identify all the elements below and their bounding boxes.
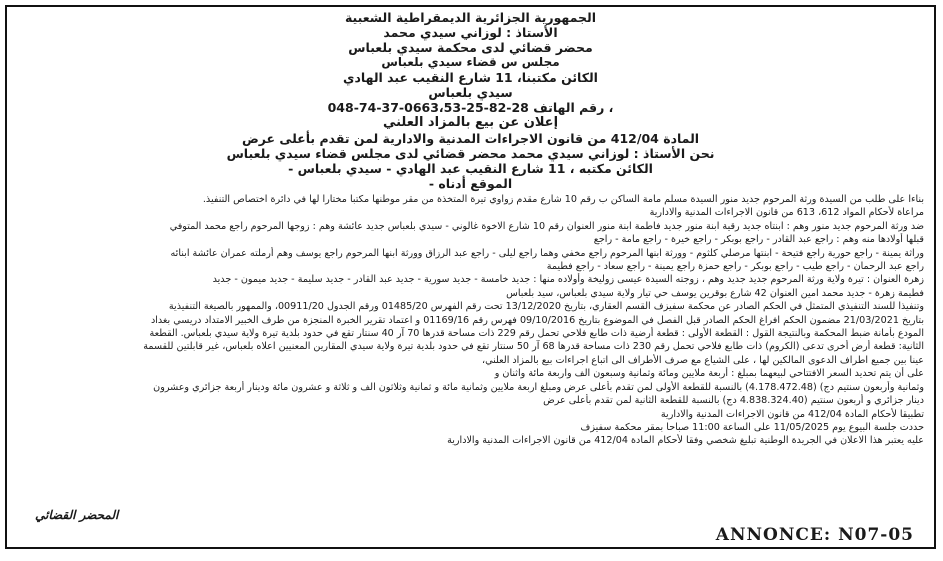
bailiff-signature: المحضر القضائي: [35, 508, 119, 522]
body-line: بناءا على طلب من السيدة ورثة المرحوم جديد منور السيدة مسلم مامة الساكن ب رقم 10 شارع مقدم زواوي تيرة المتخذة من مقر موطنها مكتبا مختارا لها في دائرة اختصاص التنفيذ.: [202, 194, 924, 205]
body-line: فطيمة زهرة - جديد محمد امين العنوان 42 شارع بوقرين يوسف حي تيار ولاية سيدي بلعباس، سيد بلعباس: [506, 287, 924, 299]
republic-heading: الجمهورية الجزائرية الديمقراطية الشعبية: [344, 10, 597, 25]
body-line: عينا بين جميع اطراف الدعوى المالكين لها ، على الشياع مع صرف الأطراف الى اتباع اجراءات بيع بالمزاد العلني،: [481, 354, 924, 366]
notice-title: إعلان عن بيع بالمزاد العلني: [382, 115, 559, 130]
body-line: زهرة العنوان : تيرة ولاية ورثة المرحوم جديد جديد وهم ، زوجته السيدة عيسى زوليخة وأولاده منها : جديد خامسة - جديد سورية - جديد عبد القادر - جديد سليمة - جديد ميمون - جديد: [212, 274, 924, 286]
body-line: تطبيقا لأحكام المادة 412/04 من قانون الاجراءات المدنية والادارية: [660, 408, 924, 420]
bailiff-statement: نحن الأستاذ : لوزاني سيدي محمد محضر قضائي لدى مجلس قضاء سيدي بلعباس: [226, 146, 715, 161]
body-line: ضد ورثة المرحوم جديد منور وهم : ابنتاه جديد رقية ابنة منور جديد فاطمة ابنة منور العنوان رقم 10 شارع الاخوة غالوني - سيدي بلعباس جديد عائشة وهم : زوجها المرحوم راجع محمد المتوفي: [169, 220, 924, 232]
body-line: وثمانية وأربعون سنتيم دج) (4.178.472.48) بالنسبة للقطعة الأولى لمن تقدم بأعلى عرض ومبلغ اربعة ملايين وثمانية مائة و ثمانية وثلاثون الف و ثلاثة و عشرون مائة ودينار أربعة جزائري وعشرون: [153, 381, 924, 393]
lawyer-name: الأستاذ : لوزاني سيدي محمد: [383, 25, 558, 40]
body-line: بتاريخ 21/03/2021 مضمون الحكم افراغ الحكم الصادر قبل الفصل في الموضوع بتاريخ 09/10/2016 فهرس رقم 01169/16 و اعتماد تقرير الخبرة المنجزة من طرف الخبير الامتداد دريسي بغداد: [150, 314, 924, 326]
body-line: وتنفيذا للسند التنفيذي المتمثل في الحكم الصادر عن محكمة سفيزف القسم العقاري، بتاريخ 13/12/2020 تحت رقم الفهرس 01485/20 ورقم الجدول 00911/20، والممهور بالصيغة التنفيذية: [168, 301, 924, 313]
body-line: وراثة يمينة - راجع حورية راجع فتيحة - ابنتها مرصلي كلثوم - وورثة ابنها المرحوم راجع مخفي وهما راجع ليلى - راجع عبد الرزاق وورثة ابنها المرحوم راجع يوسف وهم أرملته عمران عائشة ابنائه: [170, 247, 924, 259]
signed-below: الموقع أدناه -: [428, 176, 513, 191]
body-line: عليه يعتبر هذا الاعلان في الجريدة الوطنية تبليغ شخصي وفقا لأحكام المادة 412/04 من قانون الاجراءات المدنية والادارية: [447, 435, 924, 447]
office-city: سيدي بلعباس: [428, 85, 513, 100]
body-line: على أن يتم تحديد السعر الافتتاحي لبيعهما بمبلغ : أربعة ملايين ومائة وثمانية وسبعون الف واربعة مائة واثنان و: [494, 368, 924, 380]
body-line: دينار جزائري و أربعون سنتيم (4.838.324.40 دج) بالنسبة للقطعة الثانية لمن تقدم بأعلى عرض: [543, 395, 924, 407]
notice-header: [7, 7, 934, 191]
body-line: قبلها أولادها منه وهم : راجع عبد القادر - راجع بوبكر - راجع خيرة - راجع مامة - راجع: [593, 234, 924, 246]
article-reference: المادة 412/04 من قانون الاجراءات المدنية والادارية لمن تقدم بأعلى عرض: [241, 131, 700, 146]
council-name: مجلس س قضاء سيدي بلعباس: [381, 55, 560, 69]
phone-numbers: رقم الهاتف 28-82-25-0663،53-37-74-048 ،: [327, 100, 614, 115]
annonce-number: ANNONCE: N07-05: [715, 525, 914, 545]
body-line: حددت جلسة البيوع يوم 11/05/2025 على الساعة 11:00 صباحا بمقر محكمة سفيزف: [580, 421, 924, 433]
bailiff-address: الكائن مكتبه ، 11 شارع النقيب عبد الهادي - سيدي بلعباس -: [288, 161, 653, 176]
office-address: الكائن مكتبنا، 11 شارع النقيب عبد الهادي: [343, 70, 598, 85]
body-line: الثانية: قطعة أرض أخرى تدعى (الكروم) ذات طابع فلاحي تحمل رقم 230 ذات مساحة قدرها 68 آر 50 سنتار تقع في حدود بلدية تيرة ولاية سيدي المقارين المعنيين اعلاه بلعباس، غير قابلتين للقسمة: [143, 341, 924, 353]
body-line: مراعاة لأحكام المواد 612، 613 من قانون الاجراءات المدنية والادارية: [649, 207, 924, 219]
body-line: راجع عبد الرحمان - راجع طيب - راجع بوبكر - راجع حمزة راجع يمينة - راجع سعاد - راجع فطيمة: [546, 261, 924, 273]
body-line: المودع بأمانة ضبط المحكمة وبالنتيجة القول : القطعة الأولى : قطعة أرضية ذات طابع فلاحي تحمل رقم 229 ذات مساحة قدرها 70 آر 40 سنتار تقع في حدود بلدية تيرة ولاية سيدي بلعباس. القطعة: [149, 328, 924, 340]
lawyer-role: محضر قضائي لدى محكمة سيدي بلعباس: [348, 40, 593, 55]
legal-notice-page: [5, 5, 936, 549]
notice-body: [7, 191, 934, 448]
